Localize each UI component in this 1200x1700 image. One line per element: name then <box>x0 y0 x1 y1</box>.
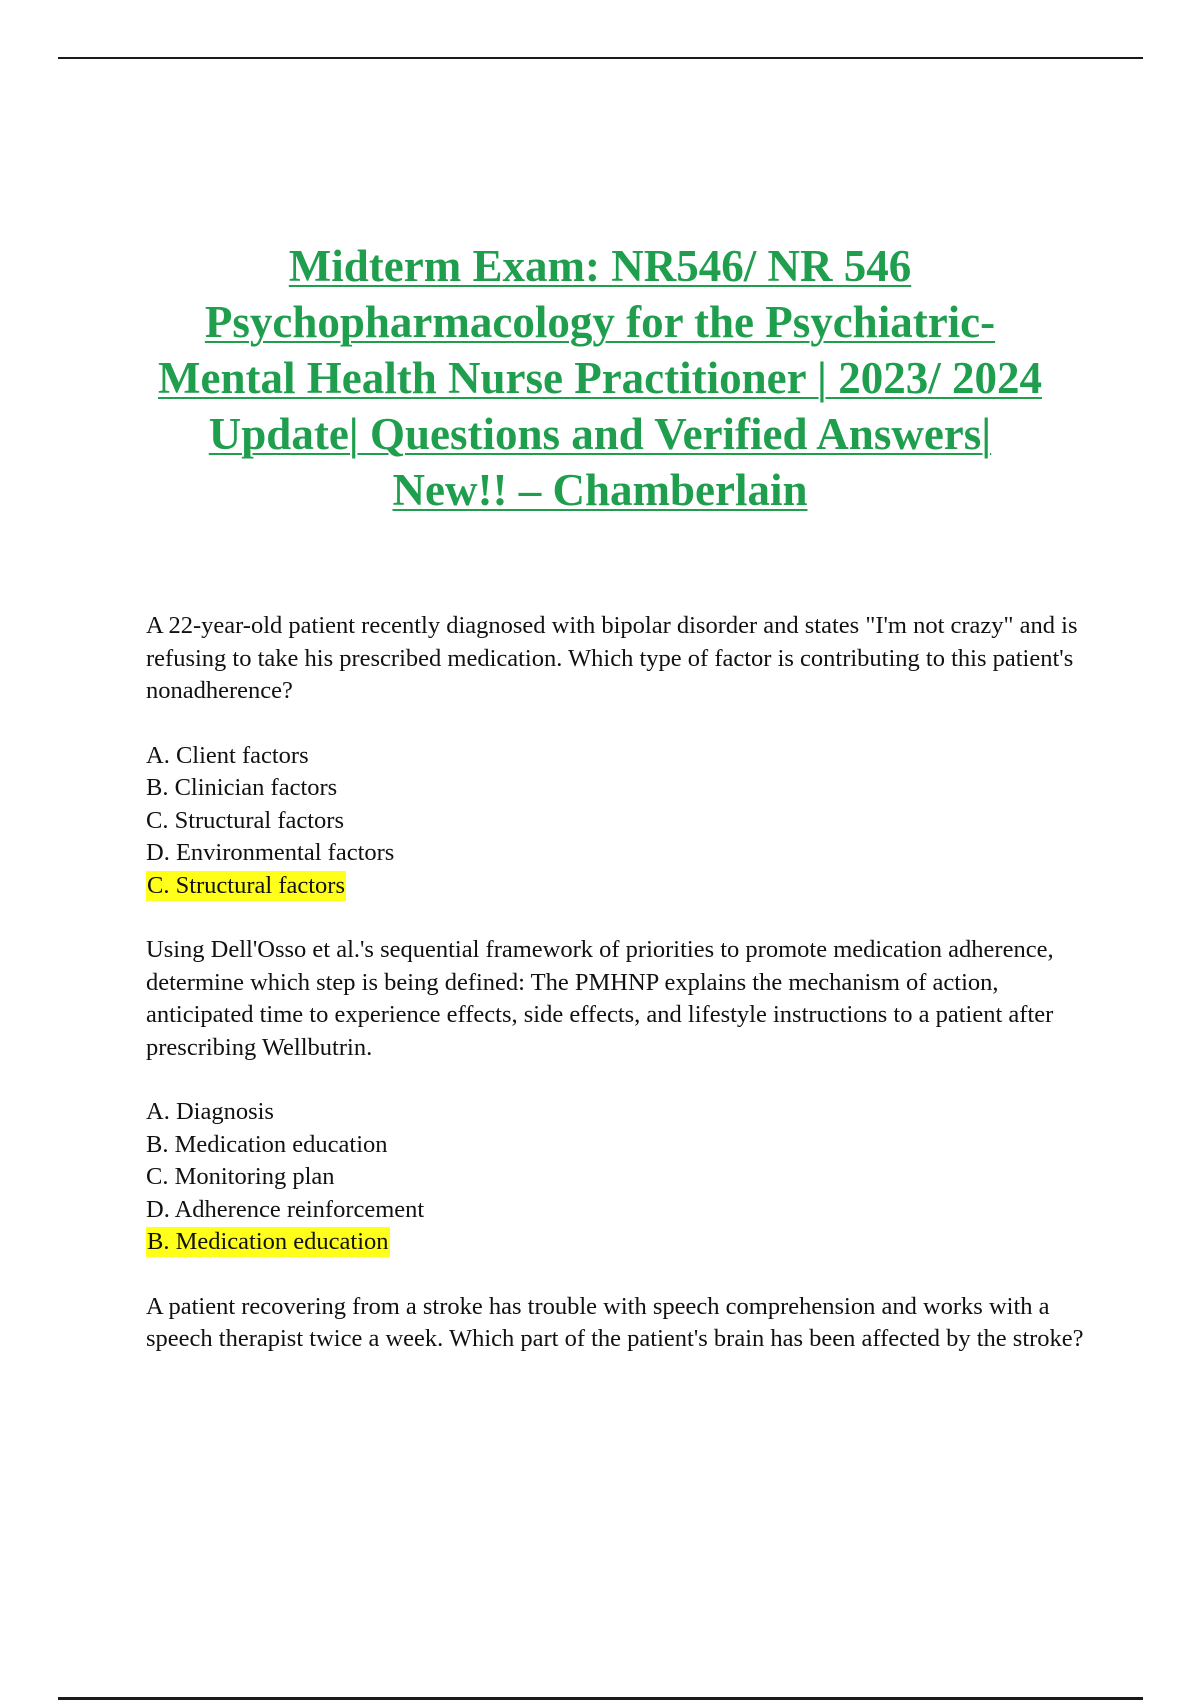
answer-options <box>146 1096 1086 1259</box>
question-text: A 22-year-old patient recently diagnosed with bipolar disorder and states "I'm not crazy" and is refusing to take his prescribed medication. Which type of factor is contributing to this patient's nonadherence? <box>146 612 1078 704</box>
option-c: C. Structural factors <box>146 806 344 834</box>
option-c: C. Monitoring plan <box>146 1163 335 1190</box>
correct-answer-row <box>146 870 1086 903</box>
document-title: Midterm Exam: NR546/ NR 546 Psychopharmacology for the Psychiatric-Mental Health Nurse Practitioner | 2023/ 2024 Update| Questions and Verified Answers| New!! – Chamberlain <box>158 241 1042 515</box>
option-d: D. Adherence reinforcement <box>146 1195 425 1223</box>
answer-options <box>146 740 1086 903</box>
question-text: A patient recovering from a stroke has trouble with speech comprehension and works with a speech therapist twice a week. Which part of the patient's brain has been affected by the stroke? <box>146 1292 1084 1352</box>
top-divider <box>58 57 1143 59</box>
option-a: A. Client factors <box>146 741 309 769</box>
question-2 <box>146 934 1086 1259</box>
question-list <box>146 610 1086 1388</box>
question-text: Using Dell'Osso et al.'s sequential framework of priorities to promote medication adherence, determine which step is being defined: The PMHNP explains the mechanism of action, anticipated time to experience effects, side effects, and lifestyle instructions to a patient after prescribing Wellbutrin. <box>146 936 1054 1061</box>
correct-answer-highlight: B. Medication education <box>147 1228 389 1255</box>
correct-answer-highlight: C. Structural factors <box>147 871 345 899</box>
option-b: B. Medication education <box>146 1130 388 1158</box>
option-b: B. Clinician factors <box>146 774 338 801</box>
option-d: D. Environmental factors <box>146 839 395 866</box>
correct-answer-row <box>146 1226 1086 1259</box>
question-1 <box>146 610 1086 902</box>
question-3 <box>146 1291 1086 1356</box>
option-a: A. Diagnosis <box>146 1098 274 1125</box>
